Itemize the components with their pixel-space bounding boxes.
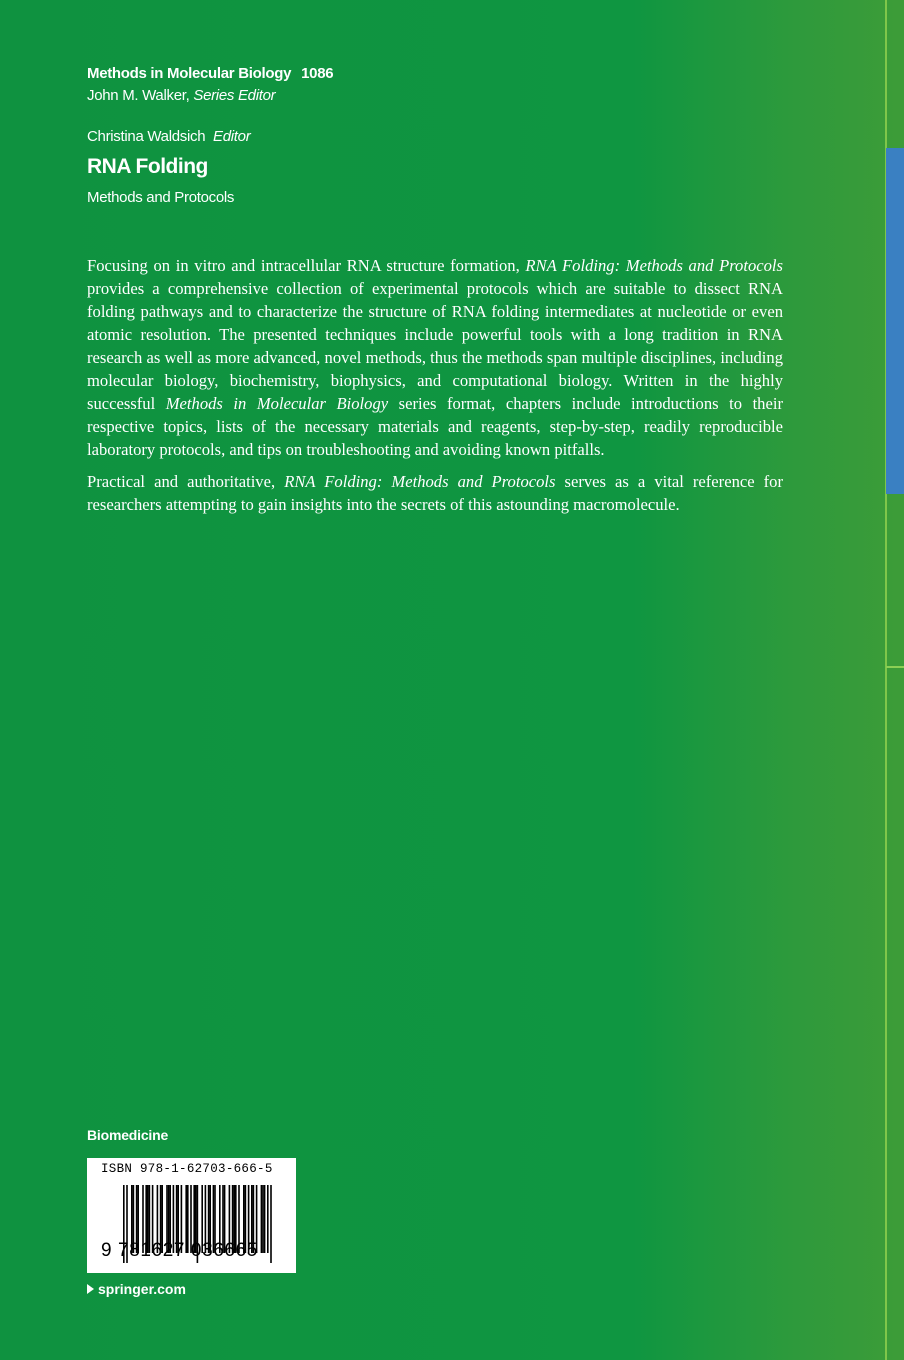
series-number: 1086 — [301, 65, 334, 82]
series-title-line — [87, 63, 333, 85]
text-run-italic: Methods in Molecular Biology — [165, 394, 389, 413]
series-header — [87, 63, 333, 107]
text-run: series format, chapters include introductions to their respective topics, lists of the necessary materials and reagents, step-by-step, readily reproducible laboratory protocols, and tips on troubleshooting and avoiding known pitfalls. — [87, 394, 783, 459]
text-run-italic: RNA Folding: Methods and Protocols — [284, 472, 556, 491]
book-subtitle: Methods and Protocols — [87, 189, 235, 206]
barcode-bar — [267, 1185, 269, 1253]
description-text — [87, 254, 783, 525]
isbn-label: ISBN 978-1-62703-666-5 — [101, 1162, 273, 1176]
barcode-bar — [270, 1185, 272, 1263]
text-run: serves as a vital reference for researchers attempting to gain insights into the secrets of this astounding macromolecule. — [87, 472, 783, 514]
description-paragraph-1 — [87, 254, 783, 461]
text-run: Focusing on in vitro and intracellular RNA structure formation, — [87, 256, 526, 275]
series-name: Methods in Molecular Biology — [87, 65, 292, 82]
isbn-barcode — [87, 1158, 296, 1273]
book-editor-line — [87, 128, 250, 145]
text-run: Practical and authoritative, — [87, 472, 285, 491]
text-run: provides a comprehensive collection of experimental protocols which are suitable to dissect RNA folding pathways and to characterize the structure of RNA folding intermediates at nucleotide or even atomic resolution. The presented techniques include powerful tools with a long tradition in RNA research as well as more advanced, novel methods, thus the methods span multiple disciplines, including molecular biology, biochemistry, biophysics, and computational biology. Written in the highly successful — [87, 279, 783, 413]
barcode-bar — [261, 1185, 263, 1253]
website-text: springer.com — [98, 1281, 186, 1297]
barcode-digits: 9 781627 036665 — [101, 1240, 258, 1261]
barcode-bar — [262, 1185, 264, 1253]
barcode-bar — [264, 1185, 266, 1253]
book-editor-name: Christina Waldsich — [87, 128, 206, 145]
text-run-italic: RNA Folding: Methods and Protocols — [525, 256, 783, 275]
series-editor-name: John M. Walker, — [87, 87, 194, 104]
book-editor-role: Editor — [213, 128, 251, 145]
website-link[interactable] — [87, 1281, 186, 1297]
spine-mark — [886, 666, 904, 668]
subject-category: Biomedicine — [87, 1127, 169, 1143]
book-title: RNA Folding — [87, 155, 208, 178]
description-paragraph-2 — [87, 470, 783, 516]
arrow-right-icon — [87, 1284, 94, 1294]
series-editor-line — [87, 85, 333, 107]
series-editor-role: Series Editor — [193, 87, 276, 104]
spine-color-tab — [886, 148, 904, 494]
